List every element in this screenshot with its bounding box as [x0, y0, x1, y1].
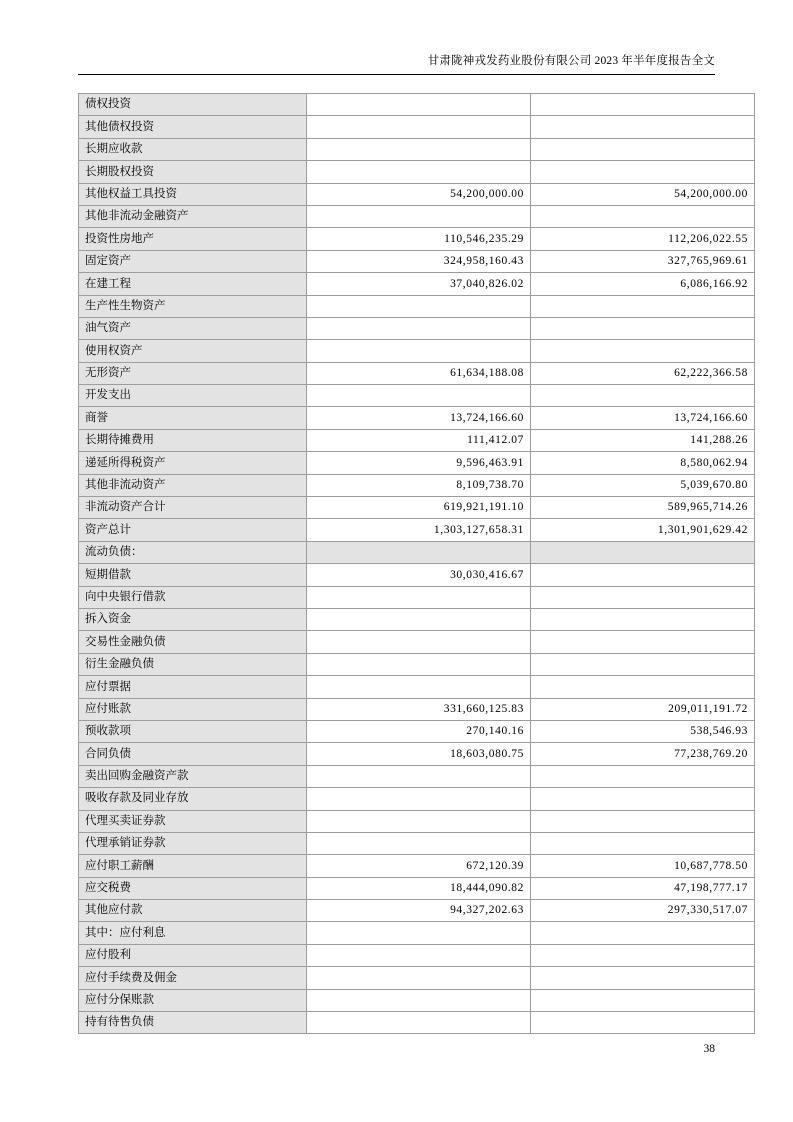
table-row — [79, 295, 755, 317]
row-value-current — [307, 340, 531, 362]
row-value-prior — [531, 586, 755, 608]
table-row — [79, 273, 755, 295]
table-row — [79, 564, 755, 586]
row-label: 其他权益工具投资 — [79, 183, 307, 205]
table-row — [79, 362, 755, 384]
row-value-prior: 209,011,191.72 — [531, 698, 755, 720]
row-label: 合同负债 — [79, 743, 307, 765]
row-value-prior — [531, 788, 755, 810]
row-label: 其他应付款 — [79, 900, 307, 922]
row-label: 递延所得税资产 — [79, 452, 307, 474]
row-value-current: 111,412.07 — [307, 429, 531, 451]
row-value-current — [307, 631, 531, 653]
row-label: 开发支出 — [79, 385, 307, 407]
row-value-prior: 13,724,166.60 — [531, 407, 755, 429]
row-label: 固定资产 — [79, 250, 307, 272]
row-label: 生产性生物资产 — [79, 295, 307, 317]
balance-sheet-table-wrapper — [78, 93, 748, 1034]
table-row — [79, 205, 755, 227]
table-row — [79, 631, 755, 653]
row-value-prior: 10,687,778.50 — [531, 855, 755, 877]
row-value-current — [307, 922, 531, 944]
table-row — [79, 653, 755, 675]
table-row — [79, 810, 755, 832]
row-label: 向中央银行借款 — [79, 586, 307, 608]
row-label: 其他非流动金融资产 — [79, 205, 307, 227]
row-value-current: 270,140.16 — [307, 720, 531, 742]
row-value-prior: 141,288.26 — [531, 429, 755, 451]
table-row — [79, 385, 755, 407]
table-row — [79, 608, 755, 630]
row-value-current: 30,030,416.67 — [307, 564, 531, 586]
row-value-current: 110,546,235.29 — [307, 228, 531, 250]
table-row — [79, 967, 755, 989]
row-value-prior — [531, 922, 755, 944]
row-label: 油气资产 — [79, 317, 307, 339]
table-row — [79, 183, 755, 205]
row-label: 债权投资 — [79, 94, 307, 116]
row-label: 使用权资产 — [79, 340, 307, 362]
row-value-current — [307, 161, 531, 183]
table-row — [79, 429, 755, 451]
row-value-prior — [531, 340, 755, 362]
row-value-prior — [531, 653, 755, 675]
row-label: 短期借款 — [79, 564, 307, 586]
row-value-current: 13,724,166.60 — [307, 407, 531, 429]
row-value-current — [307, 94, 531, 116]
row-value-prior — [531, 94, 755, 116]
row-value-prior — [531, 944, 755, 966]
row-value-current — [307, 205, 531, 227]
row-value-prior — [531, 810, 755, 832]
table-row — [79, 900, 755, 922]
row-value-prior: 327,765,969.61 — [531, 250, 755, 272]
table-row — [79, 519, 755, 541]
row-value-current — [307, 1012, 531, 1034]
table-row — [79, 250, 755, 272]
row-label: 代理承销证券款 — [79, 832, 307, 854]
table-row — [79, 541, 755, 563]
row-value-current — [307, 967, 531, 989]
row-value-prior: 62,222,366.58 — [531, 362, 755, 384]
table-row — [79, 586, 755, 608]
row-label: 预收款项 — [79, 720, 307, 742]
row-value-current: 18,444,090.82 — [307, 877, 531, 899]
row-value-prior — [531, 967, 755, 989]
row-value-current — [307, 788, 531, 810]
row-label: 代理买卖证券款 — [79, 810, 307, 832]
table-row — [79, 116, 755, 138]
row-value-current — [307, 385, 531, 407]
row-label: 在建工程 — [79, 273, 307, 295]
row-value-prior: 5,039,670.80 — [531, 474, 755, 496]
table-row — [79, 788, 755, 810]
row-value-current — [307, 653, 531, 675]
row-label: 商誉 — [79, 407, 307, 429]
row-value-current — [307, 676, 531, 698]
row-label: 衍生金融负债 — [79, 653, 307, 675]
row-value-prior: 77,238,769.20 — [531, 743, 755, 765]
row-value-current: 9,596,463.91 — [307, 452, 531, 474]
table-row — [79, 497, 755, 519]
page-header: 甘肃陇神戎发药业股份有限公司 2023 年半年度报告全文 — [427, 55, 715, 67]
row-value-prior — [531, 832, 755, 854]
row-label: 其他债权投资 — [79, 116, 307, 138]
row-value-current: 37,040,826.02 — [307, 273, 531, 295]
row-label: 吸收存款及同业存放 — [79, 788, 307, 810]
row-label: 应付手续费及佣金 — [79, 967, 307, 989]
row-value-current — [307, 317, 531, 339]
row-value-prior — [531, 765, 755, 787]
table-row — [79, 340, 755, 362]
table-row — [79, 698, 755, 720]
table-row — [79, 228, 755, 250]
row-value-current: 324,958,160.43 — [307, 250, 531, 272]
row-value-prior — [531, 676, 755, 698]
header-divider — [78, 74, 715, 75]
row-label: 长期股权投资 — [79, 161, 307, 183]
row-value-prior: 1,301,901,629.42 — [531, 519, 755, 541]
table-row — [79, 1012, 755, 1034]
row-value-prior — [531, 116, 755, 138]
row-value-prior — [531, 138, 755, 160]
table-row — [79, 989, 755, 1011]
table-row — [79, 720, 755, 742]
row-value-current: 331,660,125.83 — [307, 698, 531, 720]
row-value-current — [307, 116, 531, 138]
row-value-current: 8,109,738.70 — [307, 474, 531, 496]
row-label: 非流动资产合计 — [79, 497, 307, 519]
row-value-prior — [531, 989, 755, 1011]
row-value-prior: 47,198,777.17 — [531, 877, 755, 899]
table-row — [79, 474, 755, 496]
row-value-prior — [531, 385, 755, 407]
row-value-current — [307, 944, 531, 966]
row-value-current — [307, 832, 531, 854]
page-number: 38 — [703, 1043, 715, 1055]
row-value-prior: 297,330,517.07 — [531, 900, 755, 922]
row-label: 流动负债： — [79, 541, 307, 563]
row-value-prior: 538,546.93 — [531, 720, 755, 742]
row-value-prior: 112,206,022.55 — [531, 228, 755, 250]
table-row — [79, 452, 755, 474]
row-label: 拆入资金 — [79, 608, 307, 630]
table-row — [79, 743, 755, 765]
row-value-prior — [531, 608, 755, 630]
row-label: 交易性金融负债 — [79, 631, 307, 653]
row-value-prior — [531, 541, 755, 563]
row-value-current — [307, 608, 531, 630]
table-row — [79, 138, 755, 160]
row-value-prior: 589,965,714.26 — [531, 497, 755, 519]
row-label: 无形资产 — [79, 362, 307, 384]
row-value-current — [307, 989, 531, 1011]
row-label: 资产总计 — [79, 519, 307, 541]
row-label: 应付职工薪酬 — [79, 855, 307, 877]
row-value-prior — [531, 1012, 755, 1034]
row-label: 其中：应付利息 — [79, 922, 307, 944]
row-value-prior — [531, 295, 755, 317]
row-value-prior — [531, 161, 755, 183]
row-value-current: 619,921,191.10 — [307, 497, 531, 519]
row-value-current: 61,634,188.08 — [307, 362, 531, 384]
row-label: 长期应收款 — [79, 138, 307, 160]
row-label: 投资性房地产 — [79, 228, 307, 250]
row-label: 应付账款 — [79, 698, 307, 720]
row-value-current — [307, 541, 531, 563]
row-value-prior — [531, 205, 755, 227]
row-label: 应交税费 — [79, 877, 307, 899]
row-value-prior: 54,200,000.00 — [531, 183, 755, 205]
row-value-current — [307, 586, 531, 608]
table-row — [79, 94, 755, 116]
row-label: 其他非流动资产 — [79, 474, 307, 496]
row-label: 持有待售负债 — [79, 1012, 307, 1034]
row-value-prior: 8,580,062.94 — [531, 452, 755, 474]
row-value-current — [307, 138, 531, 160]
row-value-current: 672,120.39 — [307, 855, 531, 877]
row-value-current: 54,200,000.00 — [307, 183, 531, 205]
row-label: 卖出回购金融资产款 — [79, 765, 307, 787]
row-value-current — [307, 295, 531, 317]
table-row — [79, 944, 755, 966]
row-value-current: 1,303,127,658.31 — [307, 519, 531, 541]
table-row — [79, 161, 755, 183]
row-value-current: 94,327,202.63 — [307, 900, 531, 922]
table-row — [79, 855, 755, 877]
row-value-prior — [531, 317, 755, 339]
row-value-prior — [531, 564, 755, 586]
table-row — [79, 922, 755, 944]
row-value-prior — [531, 631, 755, 653]
row-value-current — [307, 810, 531, 832]
table-row — [79, 317, 755, 339]
table-row — [79, 765, 755, 787]
row-label: 应付分保账款 — [79, 989, 307, 1011]
row-label: 应付票据 — [79, 676, 307, 698]
table-row — [79, 676, 755, 698]
row-value-current — [307, 765, 531, 787]
row-value-prior: 6,086,166.92 — [531, 273, 755, 295]
row-label: 应付股利 — [79, 944, 307, 966]
table-row — [79, 832, 755, 854]
table-row — [79, 407, 755, 429]
table-body — [79, 94, 755, 1034]
row-value-current: 18,603,080.75 — [307, 743, 531, 765]
table-row — [79, 877, 755, 899]
row-label: 长期待摊费用 — [79, 429, 307, 451]
balance-sheet-table — [78, 93, 755, 1034]
